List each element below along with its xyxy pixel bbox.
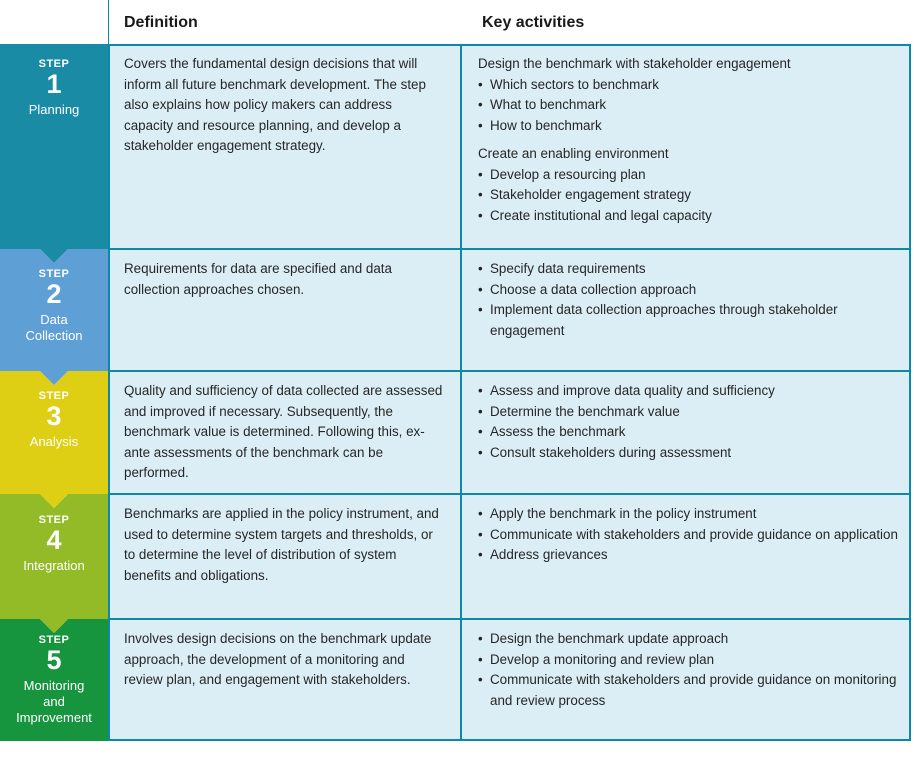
step-word: STEP [38,390,70,402]
activity-item: • Assess the benchmark [478,422,898,443]
activity-item: • Specify data requirements [478,259,898,280]
step-name: and [43,694,65,709]
step-label [0,390,108,450]
activity-item: • Implement data collection approaches through stakeholder engagement [478,300,898,341]
activity-item: • Communicate with stakeholders and provide guidance on application [478,525,898,546]
definition-cell: Covers the fundamental design decisions that will inform all future benchmark development. The step also explains how policy makers can address capacity and resource planning, and develop a stakeholder engagement strategy. [124,56,426,153]
header-key-activities: Key activities [482,14,585,31]
step-name: Data [40,312,68,327]
step-word: STEP [38,634,70,646]
steps-table [108,44,911,741]
step-name: Monitoring [23,678,85,693]
step-number: 1 [46,69,62,99]
definition-cell: Involves design decisions on the benchmark update approach, the development of a monitoring and review plan, and engagement with stakeholders. [124,631,432,687]
activity-list [478,259,898,341]
definition-cell: Quality and sufficiency of data collected are assessed and improved if necessary. Subsequently, the benchmark value is determined. Following this, ex-ante assessments of the benchmark can be performed. [124,383,443,480]
step-name: Planning [28,102,80,117]
activity-list [478,629,898,711]
step-label [0,58,108,118]
header-definition: Definition [124,14,198,31]
step-name: Collection [25,328,83,343]
activity-item: • Develop a resourcing plan [478,165,898,186]
activities-cell [478,259,898,341]
activity-group [478,54,898,136]
activities-cell [478,381,898,463]
activity-group-title: Design the benchmark with stakeholder engagement [478,56,791,71]
step-label [0,268,108,344]
activity-item: • Develop a monitoring and review plan [478,650,898,671]
activities-cell [478,629,898,711]
step-number: 5 [46,645,62,675]
step-block-3 [0,371,108,508]
activity-group [478,381,898,463]
activity-item: • Determine the benchmark value [478,402,898,423]
header-divider [108,0,109,44]
activity-list [478,165,898,227]
step-name: Improvement [16,710,92,725]
activities-cell [478,504,898,566]
step-name: Integration [23,558,85,573]
row-divider [110,618,909,620]
activity-item: • How to benchmark [478,116,898,137]
activity-group [478,504,898,566]
row-divider [110,248,909,250]
step-number: 4 [46,525,62,555]
activity-group [478,629,898,711]
step-block-4 [0,494,108,633]
step-word: STEP [38,514,70,526]
step-block-5 [0,619,108,741]
definition-cell: Benchmarks are applied in the policy instrument, and used to determine system targets and thresholds, or to determine the level of distribution of system benefits and obligations. [124,506,439,583]
step-word: STEP [38,58,70,70]
step-number: 3 [46,401,62,431]
activity-item: • Create institutional and legal capacity [478,206,898,227]
activity-group [478,259,898,341]
step-block-2 [0,249,108,385]
activity-group [478,144,898,226]
activity-item: • Apply the benchmark in the policy instrument [478,504,898,525]
activity-list [478,504,898,566]
activity-item: • Assess and improve data quality and sufficiency [478,381,898,402]
step-block-1 [0,44,108,263]
activity-item: • Stakeholder engagement strategy [478,185,898,206]
activity-item: • What to benchmark [478,95,898,116]
step-label [0,634,108,726]
activity-group-title: Create an enabling environment [478,146,669,161]
definition-cell: Requirements for data are specified and data collection approaches chosen. [124,261,392,297]
row-divider [110,370,909,372]
activity-list [478,381,898,463]
step-number: 2 [46,279,62,309]
column-divider [460,46,462,739]
activity-item: • Which sectors to benchmark [478,75,898,96]
activity-list [478,75,898,137]
activity-item: • Communicate with stakeholders and provide guidance on monitoring and review process [478,670,898,711]
activity-item: • Choose a data collection approach [478,280,898,301]
activity-item: • Address grievances [478,545,898,566]
table-header [0,0,914,44]
row-divider [110,493,909,495]
activities-cell [478,54,898,226]
step-name: Analysis [29,434,79,449]
step-label [0,514,108,574]
step-word: STEP [38,268,70,280]
activity-item: • Consult stakeholders during assessment [478,443,898,464]
activity-item: • Design the benchmark update approach [478,629,898,650]
